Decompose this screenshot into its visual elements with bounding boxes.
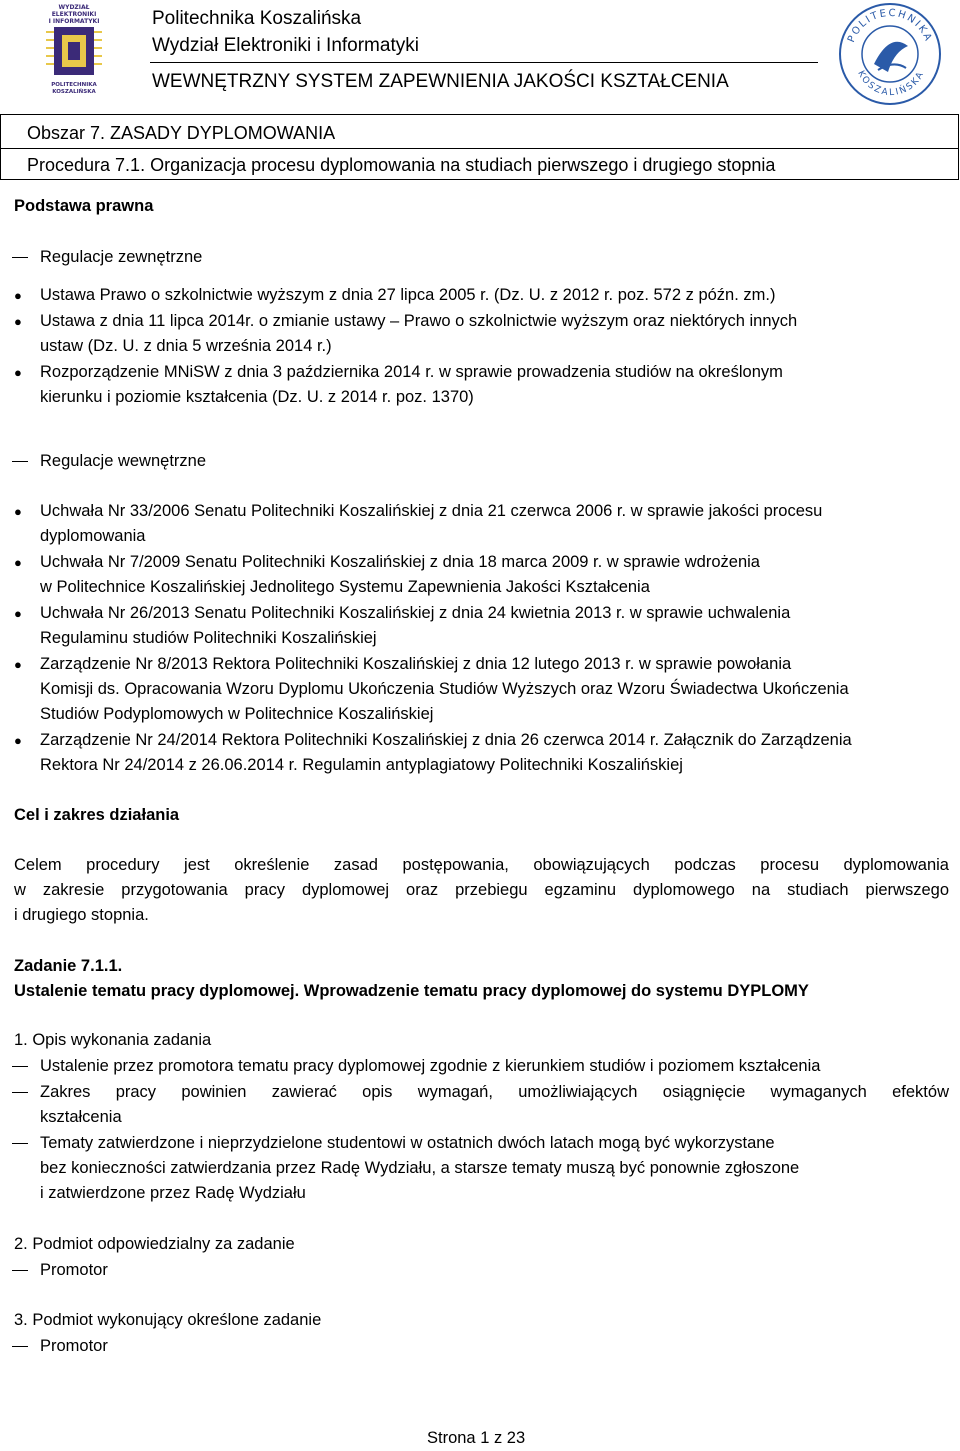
goal-line-3: i drugiego stopnia. bbox=[14, 906, 149, 924]
svg-text:I INFORMATYKI: I INFORMATYKI bbox=[48, 18, 100, 25]
header-rule bbox=[150, 62, 818, 63]
faculty-logo bbox=[40, 2, 108, 98]
dash-marker bbox=[12, 1270, 28, 1271]
header-university: Politechnika Koszalińska bbox=[152, 8, 362, 29]
task-item-3-line3: i zatwierdzone przez Radę Wydziału bbox=[40, 1184, 306, 1202]
goal-line-1: Celem procedury jest określenie zasad postępowania, obowiązujących podczas procesu dyplomowania bbox=[14, 856, 949, 874]
task-title: Ustalenie tematu pracy dyplomowej. Wprowadzenie tematu pracy dyplomowej do systemu DYPLOMY bbox=[14, 982, 809, 1000]
external-item-3-line2: kierunku i poziomie kształcenia (Dz. U. z 2014 r. poz. 1370) bbox=[40, 388, 474, 406]
external-item-3-line1: Rozporządzenie MNiSW z dnia 3 października 2014 r. w sprawie prowadzenia studiów na określonym bbox=[40, 363, 783, 381]
area-divider bbox=[1, 148, 958, 149]
dash-marker bbox=[12, 1143, 28, 1144]
internal-item-1-line2: dyplomowania bbox=[40, 527, 146, 545]
internal-item-3-line2: Regulaminu studiów Politechniki Koszalińskiej bbox=[40, 629, 377, 647]
external-label: Regulacje zewnętrzne bbox=[40, 248, 203, 266]
dash-marker bbox=[12, 461, 28, 462]
task-number: Zadanie 7.1.1. bbox=[14, 957, 123, 975]
dash-marker bbox=[12, 1066, 28, 1067]
section-2-heading: 2. Podmiot odpowiedzialny za zadanie bbox=[14, 1235, 295, 1253]
internal-item-2-line1: Uchwała Nr 7/2009 Senatu Politechniki Koszalińskiej z dnia 18 marca 2009 r. w sprawie wdrożenia bbox=[40, 553, 760, 571]
bullet-marker: ● bbox=[14, 657, 22, 672]
bullet-marker: ● bbox=[14, 733, 22, 748]
internal-item-5-line1: Zarządzenie Nr 24/2014 Rektora Politechniki Koszalińskiej z dnia 26 czerwca 2014 r. Załącznik do Zarządzenia bbox=[40, 731, 852, 749]
internal-item-1-line1: Uchwała Nr 33/2006 Senatu Politechniki Koszalińskiej z dnia 21 czerwca 2006 r. w sprawie jakości procesu bbox=[40, 502, 823, 520]
header-system: WEWNĘTRZNY SYSTEM ZAPEWNIENIA JAKOŚCI KSZTAŁCENIA bbox=[152, 71, 729, 92]
internal-item-3-line1: Uchwała Nr 26/2013 Senatu Politechniki Koszalińskiej z dnia 24 kwietnia 2013 r. w sprawie uchwalenia bbox=[40, 604, 791, 622]
task-item-2-line2: kształcenia bbox=[40, 1108, 122, 1126]
internal-item-2-line2: w Politechnice Koszalińskiej Jednolitego Systemu Zapewnienia Jakości Kształcenia bbox=[40, 578, 650, 596]
task-item-3-line2: bez konieczności zatwierdzania przez Radę Wydziału, a starsze tematy muszą być ponownie zgłoszone bbox=[40, 1159, 800, 1177]
dash-marker bbox=[12, 1092, 28, 1093]
goal-heading: Cel i zakres działania bbox=[14, 806, 180, 824]
task-item-2-line1: Zakres pracy powinien zawierać opis wymagań, umożliwiających osiągnięcie wymaganych efektów bbox=[40, 1083, 949, 1101]
bullet-marker: ● bbox=[14, 555, 22, 570]
area-title: Obszar 7. ZASADY DYPLOMOWANIA bbox=[27, 123, 336, 143]
svg-text:KOSZALIŃSKA: KOSZALIŃSKA bbox=[52, 89, 96, 95]
svg-text:POLITECHNIKA: POLITECHNIKA bbox=[846, 7, 934, 45]
university-logo bbox=[838, 2, 943, 107]
section-3-item: Promotor bbox=[40, 1337, 108, 1355]
svg-text:KOSZALIŃSKA: KOSZALIŃSKA bbox=[855, 69, 927, 99]
external-item-2-line2: ustaw (Dz. U. z dnia 5 września 2014 r.) bbox=[40, 337, 332, 355]
section-2-item: Promotor bbox=[40, 1261, 108, 1279]
svg-text:WYDZIAŁ: WYDZIAŁ bbox=[58, 4, 90, 11]
goal-line-2: w zakresie przygotowania pracy dyplomowej oraz przebiegu egzaminu dyplomowego na studiach pierwszego bbox=[14, 881, 949, 899]
bullet-marker: ● bbox=[14, 606, 22, 621]
dash-marker bbox=[12, 1346, 28, 1347]
svg-text:ELEKTRONIKI: ELEKTRONIKI bbox=[51, 11, 97, 18]
area-box bbox=[0, 114, 959, 180]
external-item-1: Ustawa Prawo o szkolnictwie wyższym z dnia 27 lipca 2005 r. (Dz. U. z 2012 r. poz. 572 z późn. zm.) bbox=[40, 286, 776, 304]
internal-item-4-line1: Zarządzenie Nr 8/2013 Rektora Politechniki Koszalińskiej z dnia 12 lutego 2013 r. w sprawie powołania bbox=[40, 655, 792, 673]
svg-text:POLITECHNIKA: POLITECHNIKA bbox=[51, 82, 97, 88]
page-number: Strona 1 z 23 bbox=[427, 1429, 526, 1447]
internal-item-4-line2: Komisji ds. Opracowania Wzoru Dyplomu Ukończenia Studiów Wyższych oraz Wzoru Świadectwa Ukończenia bbox=[40, 680, 849, 698]
bullet-marker: ● bbox=[14, 314, 22, 329]
internal-item-5-line2: Rektora Nr 24/2014 z 26.06.2014 r. Regulamin antyplagiatowy Politechniki Koszalińskiej bbox=[40, 756, 683, 774]
bullet-marker: ● bbox=[14, 365, 22, 380]
section-1-heading: 1. Opis wykonania zadania bbox=[14, 1031, 212, 1049]
legal-heading: Podstawa prawna bbox=[14, 197, 154, 215]
bullet-marker: ● bbox=[14, 288, 22, 303]
bullet-marker: ● bbox=[14, 504, 22, 519]
procedure-title: Procedura 7.1. Organizacja procesu dyplomowania na studiach pierwszego i drugiego stopnia bbox=[27, 155, 776, 175]
header-faculty: Wydział Elektroniki i Informatyki bbox=[152, 35, 419, 56]
dash-marker bbox=[12, 257, 28, 258]
internal-label: Regulacje wewnętrzne bbox=[40, 452, 207, 470]
internal-item-4-line3: Studiów Podyplomowych w Politechnice Koszalińskiej bbox=[40, 705, 434, 723]
task-item-1: Ustalenie przez promotora tematu pracy dyplomowej zgodnie z kierunkiem studiów i poziomem kształcenia bbox=[40, 1057, 821, 1075]
external-item-2-line1: Ustawa z dnia 11 lipca 2014r. o zmianie ustawy – Prawo o szkolnictwie wyższym oraz niektórych innych bbox=[40, 312, 798, 330]
task-item-3-line1: Tematy zatwierdzone i nieprzydzielone studentowi w ostatnich dwóch latach mogą być wykorzystane bbox=[40, 1134, 775, 1152]
section-3-heading: 3. Podmiot wykonujący określone zadanie bbox=[14, 1311, 322, 1329]
